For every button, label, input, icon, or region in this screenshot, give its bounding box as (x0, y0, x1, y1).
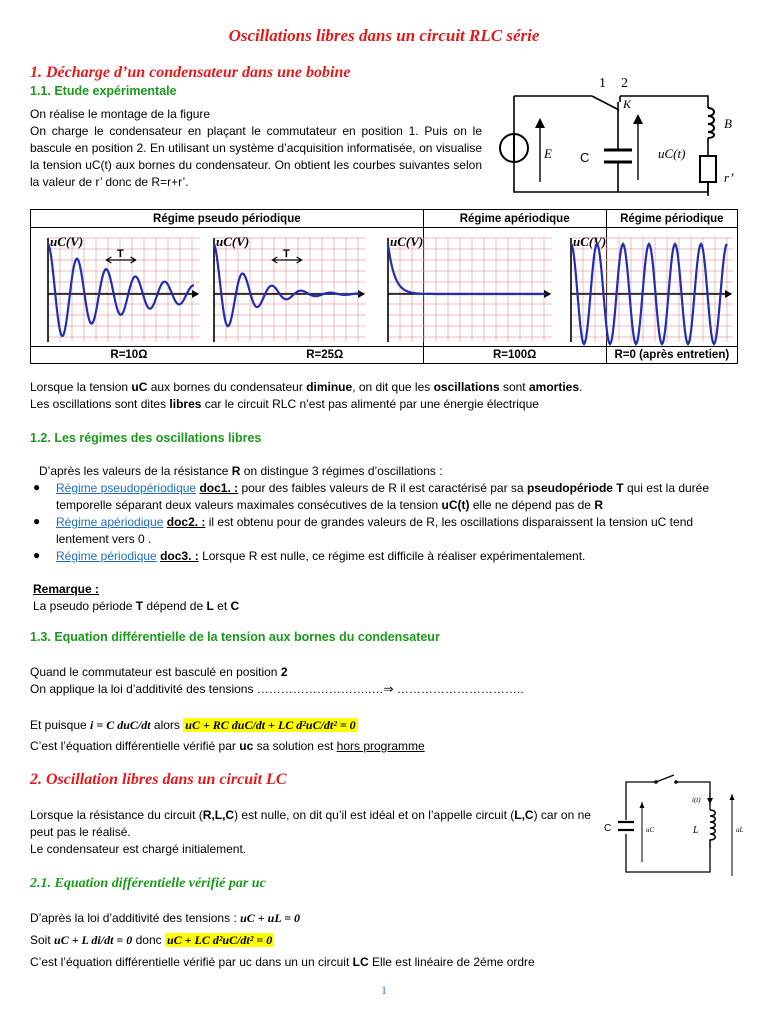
section-1-2-heading: 1.2. Les régimes des oscillations libres (30, 431, 262, 445)
r-label-25: R=25Ω (227, 347, 423, 364)
r-label-0: R=0 (après entretien) (606, 347, 737, 364)
section-2-heading: 2. Oscillation libres dans un circuit LC (30, 771, 287, 788)
generator-label: E (544, 146, 552, 161)
s2-line-1: Lorsque la résistance du circuit (R,L,C) est nulle, on dit qu’il est idéal et on l’appelle circuit (L,C) car on ne peut pas le réalisé. (30, 808, 591, 839)
table-header-pseudo: Régime pseudo périodique (31, 210, 424, 228)
rlc-circuit-diagram (492, 72, 752, 206)
plot-r10 (40, 232, 200, 346)
page-title: Oscillations libres dans un circuit RLC série (228, 26, 540, 45)
r-label-100: R=100Ω (423, 347, 606, 364)
page-number: 1 (381, 983, 387, 997)
axis-label-uc: uC(V) (573, 234, 607, 249)
table-header-aperiodic: Régime apériodique (423, 210, 606, 228)
switch-position-2: 2 (621, 76, 628, 91)
coil-label: B (724, 116, 732, 131)
plot-r25 (206, 232, 366, 346)
coil-icon (710, 810, 715, 848)
lc-current-label: i(t) (692, 796, 701, 804)
axis-label-uc: uC(V) (216, 234, 250, 249)
s13-line-4: C’est l’équation différentielle vérifié par uc sa solution est hors programme (30, 739, 425, 753)
lc-circuit-diagram (600, 772, 750, 884)
resistor-icon (700, 156, 716, 182)
s21-line-3: C’est l’équation différentielle vérifié par uc dans un un circuit LC Elle est linéaire de 2éme ordre (30, 955, 535, 969)
capacitor-label: C (580, 150, 590, 165)
resistor-label: r’ (724, 170, 734, 185)
s1-paragraph: On charge le condensateur en plaçant le commutateur en position 1. Puis on le bascule en position 2. En utilisant un système d’acquisition informatisée, on visualise la tension uC(t) aux bornes du condensateur. On obtient les courbes suivantes selon la valeur de r’ donc de R=r+r’. (30, 124, 482, 189)
plot-grid (388, 238, 552, 342)
r-label-10: R=10Ω (31, 347, 227, 364)
s13-line-3: Et puisque i = C duC/dt alors uC + RC duC/dt + LC d²uC/dt² = 0 (30, 718, 356, 732)
lc-uc-label: uC (646, 826, 655, 834)
link-periodique[interactable]: Régime périodique (56, 549, 157, 563)
x-axis-arrow (725, 290, 732, 298)
s21-line-2: Soit uC + L di/dt = 0 donc uC + LC d²uC/dt² = 0 (30, 933, 273, 947)
period-label: T (283, 248, 290, 260)
bullet-aperiodic: Régime apériodique doc2. : il est obtenu pour de grandes valeurs de R, les oscillations disparaissent la tension uC tend lentement vers 0 . (56, 515, 694, 546)
lc-capacitor-label: C (604, 823, 612, 834)
coil-icon (708, 108, 714, 138)
switch-label: K (623, 97, 632, 111)
s13-line-2: On applique la loi d’additivité des tensions ………………………..…⇒ ………………………….. (30, 682, 524, 696)
bullet-periodic: Régime périodique doc3. : Lorsque R est nulle, ce régime est difficile à réaliser expérimentalement. (56, 549, 586, 563)
x-axis-arrow (192, 290, 199, 298)
period-label: T (117, 248, 124, 260)
remark-title: Remarque : (33, 582, 100, 596)
remark-text: La pseudo période T dépend de L et C (33, 599, 240, 613)
amort-line-1: Lorsque la tension uC aux bornes du condensateur diminue, on dit que les oscillations sont amorties. (30, 380, 583, 394)
link-aperiodique[interactable]: Régime apériodique (56, 515, 164, 529)
section-1-1-heading: 1.1. Etude expérimentale (30, 84, 177, 98)
axis-label-uc: uC(V) (390, 234, 424, 249)
s21-line-1: D’après la loi d’additivité des tensions : uC + uL = 0 (30, 911, 301, 925)
axis-label-uc: uC(V) (50, 234, 84, 249)
s1-line-1: On réalise le montage de la figure (30, 107, 211, 121)
table-header-periodic: Régime périodique (606, 210, 737, 228)
lc-ul-label: uL (736, 826, 744, 834)
plot-r0 (563, 232, 733, 346)
section-2-1-heading: 2.1. Equation différentielle vérifié par uc (30, 876, 266, 891)
lc-coil-label: L (693, 825, 699, 836)
diff-eq-lc: uC + LC d²uC/dt² = 0 (166, 933, 273, 947)
switch-position-1: 1 (599, 76, 606, 91)
s12-intro: D’après les valeurs de la résistance R on distingue 3 régimes d’oscillations : (39, 464, 443, 478)
uc-label: uC(t) (658, 146, 686, 161)
section-1-heading: 1. Décharge d’un condensateur dans une bobine (30, 64, 351, 81)
plot-r100 (380, 232, 552, 346)
link-pseudoperiodique[interactable]: Régime pseudopériodique (56, 481, 197, 495)
bullet-pseudo: Régime pseudopériodique doc1. : pour des faibles valeurs de R il est caractérisé par sa pseudopériode T qui est la durée temporelle séparant deux valeurs maximales consécutives de la tension uC(t) elle ne dépend pas de R (56, 481, 710, 512)
diff-eq-rlc: uC + RC duC/dt + LC d²uC/dt² = 0 (185, 718, 356, 732)
amort-line-2: Les oscillations sont dites libres car le circuit RLC n’est pas alimenté par une énergie électrique (30, 397, 539, 411)
s2-line-2: Le condensateur est chargé initialement. (30, 842, 247, 856)
section-1-3-heading: 1.3. Equation différentielle de la tension aux bornes du condensateur (30, 630, 440, 644)
s13-line-1: Quand le commutateur est basculé en position 2 (30, 665, 288, 679)
